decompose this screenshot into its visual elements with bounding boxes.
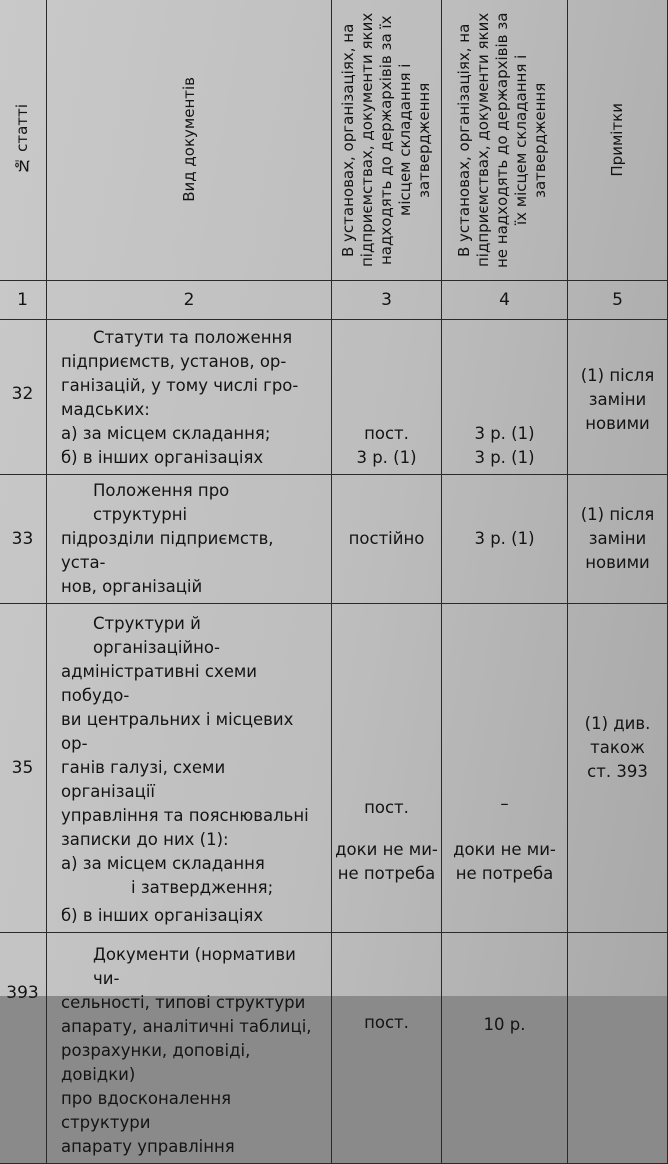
document-type: Статути та положення підприємств, установ, ор- ганізацій, у тому числі гро- мадських: а) за місцем складання; б) в інших організаціях (47, 320, 332, 475)
article-number: 33 (0, 475, 47, 604)
retention-non-archived: 3 р. (1) (442, 475, 568, 604)
header-notes: Примітки (568, 0, 668, 281)
header-archived-institutions: В установах, організаціях, на підприємствах, документи яких надходять до держархівів за їх місцем складання і затвердження (332, 0, 442, 281)
header-document-type: Вид документів (47, 0, 332, 281)
document-type: Структури й організаційно- адміністративні схеми побудо- ви центральних і місцевих ор- ганів галузі, схеми організації управління та пояснювальні записки до них (1): а) за місцем складання і затвердження; б) в інших організаціях (47, 604, 332, 933)
header-non-archived-institutions: В установах, організаціях, на підприємствах, документи яких не надходять до держархівів за їх місцем складання і затвердження (442, 0, 568, 281)
article-number: 32 (0, 320, 47, 475)
note: (1) див. також ст. 393 (568, 604, 668, 933)
column-number: 1 (0, 281, 47, 320)
document-type: Документи (нормативи чи- сельності, типові структури апарату, аналітичні таблиці, розрахунки, доповіді, довідки) про вдосконалення структури апарату управління (47, 933, 332, 1164)
retention-archived: пост. (332, 933, 442, 1164)
note: (1) після заміни новими (568, 475, 668, 604)
header-row (0, 0, 668, 281)
column-number: 5 (568, 281, 668, 320)
retention-archived: постійно (332, 475, 442, 604)
column-number: 2 (47, 281, 332, 320)
header-article-number: № статті (0, 0, 47, 281)
retention-non-archived: 10 р. (442, 933, 568, 1164)
article-number: 35 (0, 604, 47, 933)
table-row (0, 933, 668, 1164)
retention-archived: пост. 3 р. (1) (332, 320, 442, 475)
column-number: 3 (332, 281, 442, 320)
table-row (0, 604, 668, 933)
retention-non-archived: 3 р. (1) 3 р. (1) (442, 320, 568, 475)
table-row (0, 475, 668, 604)
note (568, 933, 668, 1164)
retention-archived: пост. доки не ми- не потреба (332, 604, 442, 933)
column-number-row (0, 281, 668, 320)
document-type: Положення про структурні підрозділи підприємств, уста- нов, організацій (47, 475, 332, 604)
retention-non-archived: – доки не ми- не потреба (442, 604, 568, 933)
table-row (0, 320, 668, 475)
note: (1) після заміни новими (568, 320, 668, 475)
article-number: 393 (0, 933, 47, 1164)
column-number: 4 (442, 281, 568, 320)
